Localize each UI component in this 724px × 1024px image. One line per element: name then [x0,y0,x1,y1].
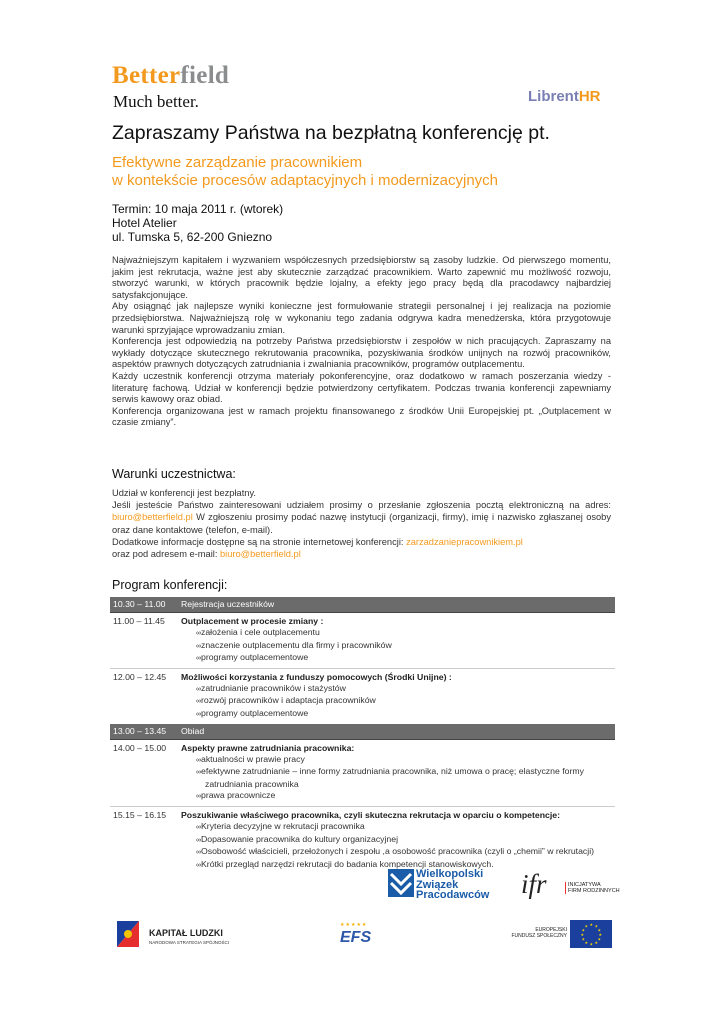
logo-text-better: Better [112,62,181,89]
session-item: ∞ Osobowość właścicieli, przełożonych i zespołu ,a osobowość pracownika (czyli o „chemii” w rekrutacji) [196,846,615,859]
program-label: Obiad [181,725,205,736]
svg-text:★: ★ [598,932,603,937]
ifr-caption-line: FIRM RODZINNYCH [568,888,620,894]
session-heading: Poszukiwanie właściwego pracownika, czyli skuteczna rekrutacja w oparciu o kompetencje: [181,809,561,820]
page-title: Zapraszamy Państwa na bezpłatną konferencję pt. [112,122,550,144]
session-item: ∞ rozwój pracowników i adaptacja pracowników [196,695,615,708]
intro-paragraph: Aby osiągnąć jak najlepsze wyniki konieczne jest formułowanie strategii personalnej i jej realizacja na poziomie przedsiębiorstwa. Najważniejszą rolę w wykonaniu tego zadania odgrywa kadra menedżerska, która przygotowuje warunki sprzyjające wprowadzaniu zmian. [112,301,611,335]
svg-text:★: ★ [581,936,586,942]
betterfield-logo [112,62,229,90]
svg-text:★: ★ [580,932,585,937]
session-heading: Outplacement w procesie zmiany : [181,616,324,626]
efs-logo [340,922,380,952]
event-address: ul. Tumska 5, 62-200 Gniezno [112,230,273,244]
svg-text:★: ★ [581,927,586,933]
kapital-ludzki-logo [113,915,243,951]
program-bar-registration [110,597,615,613]
session-heading: Możliwości korzystania z funduszy pomocowych (Środki Unijne) : [181,671,452,682]
conditions-title: Warunki uczestnictwa: [112,467,236,481]
intro-paragraph: Najważniejszym kapitałem i wyzwaniem współczesnych przedsiębiorstw są zasoby ludzkie. Od pierwszego momentu, jakim jest rekrutacja, ważne jest aby skutecznie zarządzać pracownikiem. Warto zapewnić mu możliwość rozwoju, stworzyć warunki, w których pracownik będzie lojalny, a efekty jego pracy będą dla pracodawcy najbardziej satysfakcjonujące. [112,255,611,300]
ifr-logo [521,869,621,901]
intro-paragraph: Każdy uczestnik konferencji otrzyma materiały pokonferencyjne, oraz dodatkowo w ramach poszerzania wiedzy - literaturę fachową. Udział w konferencji będzie potwierdzony certyfikatem. Podczas trwania konferencji zapewniamy serwis kawowy oraz obiad. [112,370,611,405]
conditions-line-2 [112,499,611,536]
session-heading: Aspekty prawne zatrudniania pracownika: [181,742,355,753]
session-item: ∞ efektywne zatrudnianie – inne formy zatrudniania pracownika, niż umowa o pracę; elastyczne formy zatrudniania pracownika [196,766,615,790]
librent-hr-logo [528,88,601,105]
conditions-text-segment: Dodatkowe informacje dostępne są na stronie internetowej konferencji: [112,536,407,547]
eu-caption-line: FUNDUSZ SPOŁECZNY [511,933,567,939]
session-item: ∞ zatrudnianie pracowników i stażystów [196,683,615,696]
svg-text:★: ★ [589,922,594,927]
conditions-text-segment: Jeśli jesteście Państwo zainteresowani udziałem prosimy o przesłanie zgłoszenia pocztą elektroniczną na adres: [112,500,611,511]
program-time: 15.15 – 16.15 [113,809,167,820]
svg-text:★: ★ [597,936,602,942]
wzp-text [416,869,489,901]
program-title: Program konferencji: [112,578,228,592]
eu-fund-caption [497,927,567,939]
event-date: Termin: 10 maja 2011 r. (wtorek) [112,202,284,216]
program-time: 13.00 – 13.45 [113,725,167,736]
intro-paragraph: Konferencja jest odpowiedzią na potrzeby Państwa przedsiębiorstw i zespołów w nich pracujących. Zapraszamy na wykłady dotyczące skutecznego rekrutowania pracownika, pozyskiwania środków unijnych na rozwój pracowników, aspektów prawnych dotyczących zatrudniania i zwalniania pracowników, programów outplacementu. [112,336,611,370]
session-item: ∞ założenia i cele outplacementu [196,627,615,640]
program-time: 12.00 – 12.45 [113,671,167,682]
intro-text [112,255,611,429]
event-venue: Hotel Atelier [112,216,177,230]
program-time: 11.00 – 11.45 [113,616,165,626]
librent-text: Librent [528,88,579,105]
program-time: 10.30 – 11.00 [113,599,166,609]
subtitle-line-1: Efektywne zarządzanie pracownikiem [112,154,363,171]
svg-text:★: ★ [594,923,599,929]
conditions-text [112,487,611,560]
subtitle-line-2: w kontekście procesów adaptacyjnych i modernizacyjnych [112,172,499,189]
hr-text: HR [578,88,601,105]
kl-title: KAPITAŁ LUDZKI [149,928,223,938]
wzp-text-line: Związek [416,878,459,891]
efs-text: EFS [340,929,372,946]
wzp-text-line: Wielkopolski [416,868,484,880]
session-item: ∞ znaczenie outplacementu dla firmy i pracowników [196,640,615,653]
program-label: Rejestracja uczestników [181,599,275,609]
conference-subtitle [112,154,498,190]
logo-text-field: field [180,62,230,89]
program-bar-lunch [110,724,615,740]
event-details [112,202,283,244]
session-item: ∞ Dopasowanie pracownika do kultury organizacyjnej [196,834,615,847]
program-time: 14.00 – 15.00 [113,742,167,753]
program-session [110,613,615,665]
website-link[interactable]: zarzadzaniepracownikiem.pl [406,536,523,547]
session-item: ∞ prawa pracownicze [196,790,615,803]
conditions-line-1: Udział w konferencji jest bezpłatny. [112,488,256,498]
eu-flag-icon [570,920,612,948]
ifr-caption [565,882,620,894]
svg-text:★: ★ [594,940,599,945]
session-item: ∞ aktualności w prawie pracy [196,754,615,767]
ifr-caption-line: INICJATYWA [568,882,601,888]
session-item: ∞ Kryteria decyzyjne w rekrutacji pracownika [196,821,615,834]
conditions-text-segment: W zgłoszeniu prosimy podać nazwę instytucji (organizacji, firmy), imię i nazwisko zgłaszanej osoby oraz dane kontaktowe (telefon, e-mail). [112,512,611,535]
session-item: ∞ programy outplacementowe [196,652,615,665]
svg-text:★: ★ [584,923,589,929]
ifr-mark: ifr [521,869,547,899]
program-session [110,807,615,871]
email-link[interactable]: biuro@betterfield.pl [112,512,193,523]
logo-tagline: Much better. [113,92,199,111]
program-session [110,740,615,803]
conditions-line-3 [112,536,611,548]
eu-caption-line: EUROPEJSKI [535,927,567,933]
session-item: ∞ programy outplacementowe [196,708,615,721]
svg-text:★: ★ [589,941,594,947]
intro-paragraph: Konferencja organizowana jest w ramach projektu finansowanego z środków Unii Europejskiej pt. „Outplacement w czasie zmiany”. [112,405,611,428]
program-table [110,597,615,871]
conditions-text-segment: oraz pod adresem e-mail: [112,549,220,560]
conditions-line-4 [112,548,611,560]
email-link-2[interactable]: biuro@betterfield.pl [220,549,301,560]
wzp-text-line: Pracodawców [416,889,490,901]
svg-text:★: ★ [597,927,602,933]
session-item: ∞ Krótki przegląd narzędzi rekrutacji do badania kompetencji stanowiskowych. [196,859,615,872]
kapital-ludzki-icon [113,915,143,951]
wzp-mark-icon [388,869,414,897]
kl-subtitle: NARODOWA STRATEGIA SPÓJNOŚCI [149,940,230,945]
svg-text:★: ★ [584,940,589,945]
stars-icon: ★★★★★ [340,922,368,928]
program-session [110,669,615,721]
